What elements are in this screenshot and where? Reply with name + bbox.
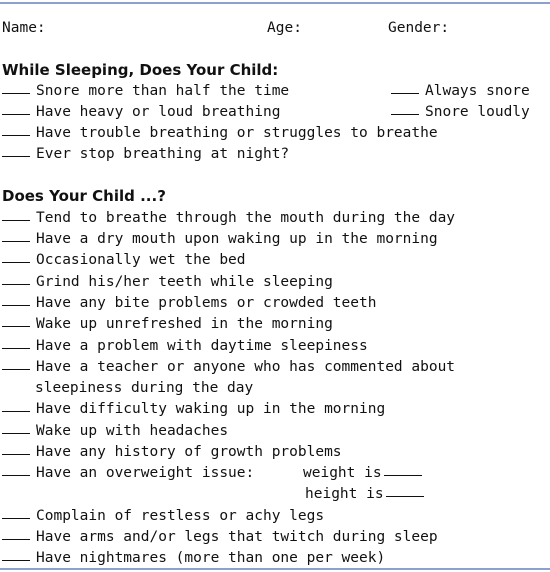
answer-blank[interactable] (2, 241, 30, 242)
weight-field[interactable]: weight is (303, 465, 422, 481)
height-field[interactable]: height is (305, 486, 424, 502)
child-item[interactable]: Grind his/her teeth while sleeping (2, 274, 333, 290)
answer-blank[interactable] (2, 135, 30, 136)
answer-blank[interactable] (391, 114, 419, 115)
answer-blank[interactable] (2, 348, 30, 349)
name-label: Name: (2, 20, 46, 36)
top-rule (0, 2, 550, 4)
answer-blank[interactable] (2, 518, 30, 519)
answer-blank[interactable] (2, 539, 30, 540)
child-item[interactable]: Have nightmares (more than one per week) (2, 550, 385, 566)
gender-label: Gender: (388, 20, 450, 36)
child-item[interactable]: Have a teacher or anyone who has commented about (2, 359, 455, 375)
answer-blank[interactable] (2, 475, 30, 476)
answer-blank[interactable] (2, 433, 30, 434)
child-item[interactable]: Occasionally wet the bed (2, 252, 246, 268)
answer-blank[interactable] (2, 411, 30, 412)
answer-blank[interactable] (391, 93, 419, 94)
answer-blank[interactable] (2, 454, 30, 455)
sleeping-right-item[interactable]: Snore loudly (391, 104, 530, 120)
answer-blank[interactable] (2, 156, 30, 157)
child-item[interactable]: Wake up unrefreshed in the morning (2, 316, 333, 332)
height-blank[interactable] (386, 496, 424, 497)
child-item-continuation: sleepiness during the day (35, 380, 254, 396)
age-label: Age: (267, 20, 302, 36)
answer-blank[interactable] (2, 326, 30, 327)
sleeping-right-item[interactable]: Always snore (391, 83, 530, 99)
child-item[interactable]: Wake up with headaches (2, 423, 228, 439)
child-item[interactable]: Tend to breathe through the mouth during the day (2, 210, 455, 226)
sleeping-item[interactable]: Have heavy or loud breathing (2, 104, 280, 120)
child-section-title: Does Your Child ...? (2, 187, 166, 205)
child-item[interactable]: Have arms and/or legs that twitch during sleep (2, 529, 438, 545)
child-item[interactable]: Have a dry mouth upon waking up in the morning (2, 231, 438, 247)
bottom-rule (0, 568, 550, 570)
answer-blank[interactable] (2, 114, 30, 115)
answer-blank[interactable] (2, 560, 30, 561)
sleeping-item[interactable]: Snore more than half the time (2, 83, 289, 99)
child-item[interactable]: Have any bite problems or crowded teeth (2, 295, 376, 311)
answer-blank[interactable] (2, 284, 30, 285)
child-item[interactable]: Have any history of growth problems (2, 444, 342, 460)
child-item[interactable]: Complain of restless or achy legs (2, 508, 324, 524)
child-item[interactable]: Have an overweight issue: (2, 465, 254, 481)
sleeping-item[interactable]: Have trouble breathing or struggles to breathe (2, 125, 438, 141)
answer-blank[interactable] (2, 220, 30, 221)
child-item[interactable]: Have a problem with daytime sleepiness (2, 338, 368, 354)
sleeping-section-title: While Sleeping, Does Your Child: (2, 61, 279, 79)
answer-blank[interactable] (2, 305, 30, 306)
sleeping-item[interactable]: Ever stop breathing at night? (2, 146, 289, 162)
answer-blank[interactable] (2, 369, 30, 370)
answer-blank[interactable] (2, 93, 30, 94)
child-item[interactable]: Have difficulty waking up in the morning (2, 401, 385, 417)
answer-blank[interactable] (2, 262, 30, 263)
weight-blank[interactable] (384, 475, 422, 476)
